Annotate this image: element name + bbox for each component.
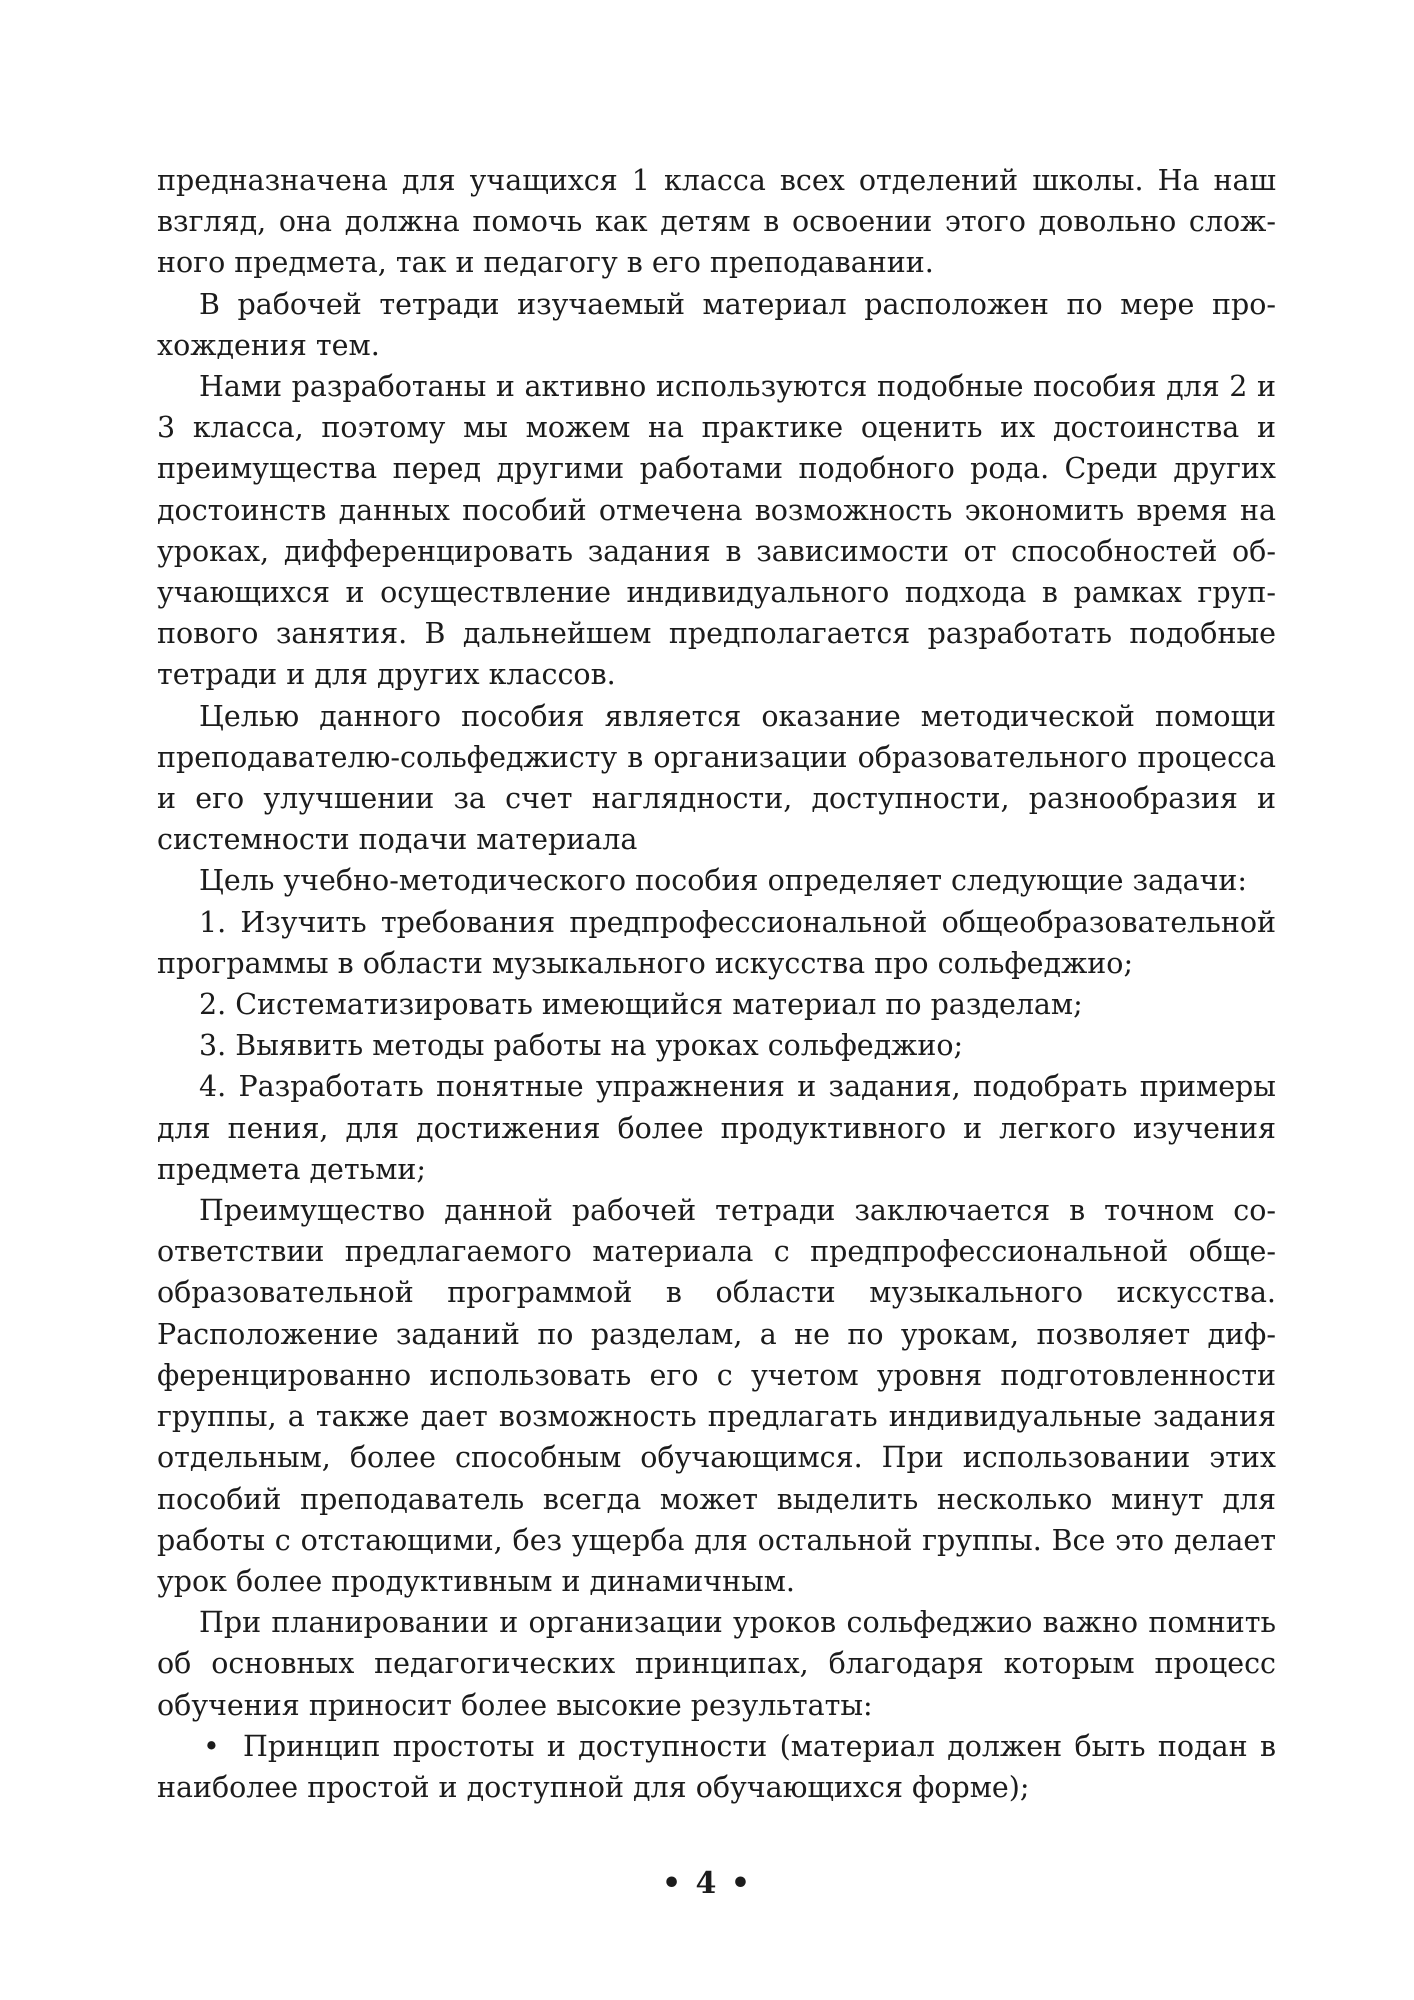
list-item-task-1: 1. Изучить требования предпрофессиональной общеобразовательной программы в области музыкального искусства про сольфеджио; bbox=[157, 905, 1276, 980]
paragraph: Нами разработаны и активно используются подобные пособия для 2 и 3 класса, поэтому мы можем на практике оценить их достоинства и преимущества перед другими работами подобного рода. Среди других достоинств данных пособий отмечена возможность экономить время на уроках, дифференцировать задания в зависимости от способностей обучающихся и осуществление индивидуального подхода в рамках группового занятия. В дальнейшем предполагается разработать подобные тетради и для других классов. bbox=[157, 370, 1276, 692]
bullet-icon: • bbox=[203, 1729, 220, 1763]
list-item-task-2: 2. Систематизировать имеющийся материал по разделам; bbox=[199, 988, 1083, 1022]
bullet-item-principle bbox=[157, 1726, 1276, 1808]
paragraph-continuation: предназначена для учащихся 1 класса всех отделений школы. На наш взгляд, она должна помочь как детям в освоении этого довольно сложного предмета, так и педагогу в его преподавании. bbox=[157, 164, 1276, 280]
paragraph: При планировании и организации уроков сольфеджио важно помнить об основных педагогических принципах, благодаря которым процесс обучения приносит более высокие результаты: bbox=[157, 1606, 1276, 1722]
list-item-task-4: 4. Разработать понятные упражнения и задания, подобрать примеры для пения, для достижения более продуктивного и легкого изучения предмета детьми; bbox=[157, 1070, 1276, 1186]
paragraph: Целью данного пособия является оказание методической помощи преподавателю-сольфеджисту в организации образовательного процесса и его улучшении за счет наглядности, доступности, разнообразия и системности подачи материала bbox=[157, 699, 1276, 857]
paragraph: Цель учебно-методического пособия определяет следующие задачи: bbox=[199, 864, 1248, 898]
paragraph: В рабочей тетради изучаемый материал расположен по мере прохождения тем. bbox=[157, 287, 1276, 362]
page-number: • 4 • bbox=[661, 1866, 753, 1901]
body-text bbox=[157, 160, 1276, 1808]
list-item-task-3: 3. Выявить методы работы на уроках сольфеджио; bbox=[199, 1029, 964, 1063]
paragraph: Преимущество данной рабочей тетради заключается в точном соответствии предлагаемого материала с предпрофессиональной общеобразовательной программой в области музыкального искусства. Расположение заданий по разделам, а не по урокам, позволяет дифференцированно использовать его с учетом уровня подготовленности группы, а также дает возможность предлагать индивидуальные задания отдельным, более способным обучающимся. При использовании этих пособий преподаватель всегда может выделить несколько минут для работы с отстающими, без ущерба для остальной группы. Все это делает урок более продуктивным и динамичным. bbox=[157, 1194, 1276, 1598]
bullet-item-text: Принцип простоты и доступности (материал должен быть подан в наиболее простой и доступной для обучающихся форме); bbox=[157, 1729, 1276, 1804]
